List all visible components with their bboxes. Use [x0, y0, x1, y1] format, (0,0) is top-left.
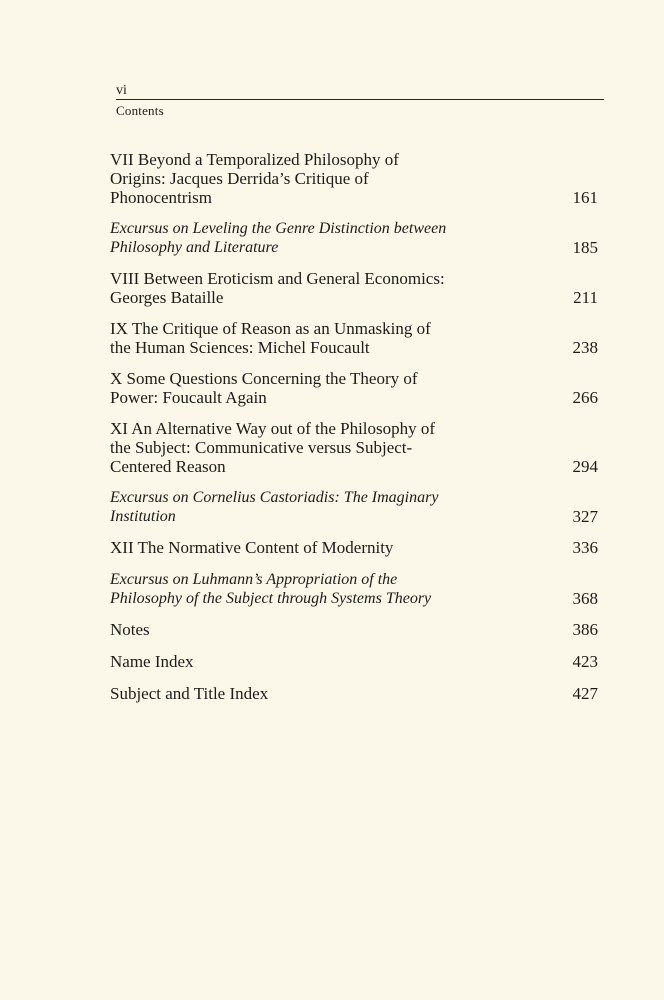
toc-entry [110, 219, 598, 257]
toc-entry-title-line: X Some Questions Concerning the Theory of [110, 369, 418, 388]
toc-entry [110, 538, 598, 557]
toc-entry-title-line: the Human Sciences: Michel Foucault [110, 338, 370, 357]
toc-entry-title-line: Excursus on Leveling the Genre Distinction between [110, 220, 447, 237]
toc-entry-title-line: VII Beyond a Temporalized Philosophy of [110, 150, 399, 169]
toc-entry-title-line: IX The Critique of Reason as an Unmasking of [110, 319, 431, 338]
toc-entry-page-number: 294 [572, 457, 598, 476]
toc-entry-title-line: Origins: Jacques Derrida’s Critique of [110, 169, 369, 188]
toc-entry [110, 150, 598, 207]
toc-entry-title-line: VIII Between Eroticism and General Economics: [110, 269, 445, 288]
toc-entry [110, 652, 598, 671]
toc-entry [110, 419, 598, 476]
page-header [116, 84, 604, 119]
toc-entry-page-number: 386 [572, 620, 598, 639]
toc-entry-title-line: Excursus on Luhmann’s Appropriation of the [110, 571, 398, 588]
running-head: Contents [116, 103, 164, 118]
toc-entry-page-number: 185 [572, 238, 598, 257]
toc-entry-title-line: Georges Bataille [110, 288, 224, 307]
toc-entry-title-line: Institution [110, 508, 176, 525]
toc-entry [110, 488, 598, 526]
toc-entry [110, 269, 598, 307]
toc-entry-page-number: 368 [572, 589, 598, 608]
toc-entry-title-line: Phonocentrism [110, 188, 212, 207]
toc-entry-title-line: Subject and Title Index [110, 684, 269, 703]
toc-entry-page-number: 327 [572, 507, 598, 526]
toc-entry-title-line: Name Index [110, 652, 194, 671]
toc-entry-title-line: XII The Normative Content of Modernity [110, 538, 394, 557]
header-rule [116, 99, 604, 100]
toc-entry-page-number: 423 [572, 652, 598, 671]
toc-entry [110, 570, 598, 608]
toc-entry [110, 620, 598, 639]
toc-entry-title-line: Power: Foucault Again [110, 388, 267, 407]
toc-entry-title-line: Centered Reason [110, 457, 226, 476]
table-of-contents [110, 150, 598, 716]
toc-entry-title-line: Notes [110, 620, 150, 639]
toc-entry [110, 369, 598, 407]
toc-entry-title-line: the Subject: Communicative versus Subject- [110, 438, 413, 457]
toc-entry-title-line: Philosophy and Literature [110, 239, 279, 256]
toc-entry-title-line: Philosophy of the Subject through Systems Theory [110, 590, 432, 607]
toc-entry-page-number: 238 [572, 338, 598, 357]
toc-entry-title-line: Excursus on Cornelius Castoriadis: The Imaginary [110, 489, 439, 506]
toc-entry [110, 684, 598, 703]
toc-entry-title-line: XI An Alternative Way out of the Philosophy of [110, 419, 436, 438]
toc-entry-page-number: 427 [572, 684, 598, 703]
toc-entry-page-number: 336 [572, 538, 598, 557]
toc-entry-page-number: 266 [572, 388, 598, 407]
toc-entry [110, 319, 598, 357]
toc-entry-page-number: 211 [573, 288, 598, 307]
page-folio: vi [116, 83, 127, 98]
toc-entry-page-number: 161 [572, 188, 598, 207]
